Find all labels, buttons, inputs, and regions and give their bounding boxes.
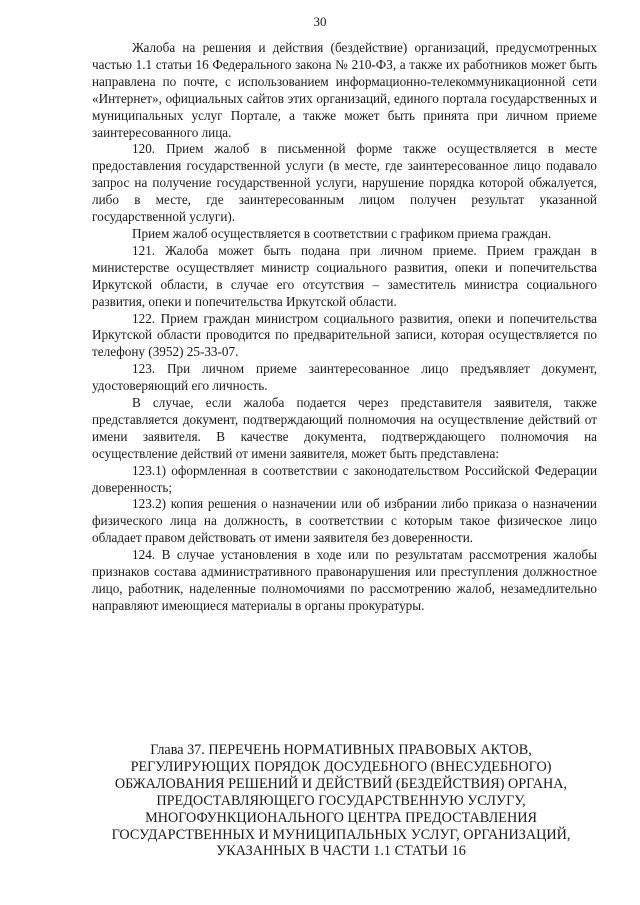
paragraph-123-1: 123.1) оформленная в соответствии с законодательством Российской Федерации доверенность; xyxy=(92,462,597,495)
document-body xyxy=(92,40,597,615)
chapter-heading-line: ПРЕДОСТАВЛЯЮЩЕГО ГОСУДАРСТВЕННУЮ УСЛУГУ, xyxy=(156,792,526,809)
chapter-heading-line: МНОГОФУНКЦИОНАЛЬНОГО ЦЕНТРА ПРЕДОСТАВЛЕНИЯ xyxy=(145,809,537,826)
page-number: 30 xyxy=(313,14,327,29)
paragraph-representative: В случае, если жалоба подается через представителя заявителя, также представляется документ, подтверждающий полномочия на осуществление действий от имени заявителя. В качестве документа, подтверждающего полномочия на осуществление действий от имени заявителя, может быть представлена: xyxy=(92,395,597,461)
paragraph-120: 120. Прием жалоб в письменной форме также осуществляется в месте предоставления государственной услуги (в месте, где заинтересованное лицо подавало запрос на получение государственной услуги, нарушение порядка которой обжалуется, либо в месте, где заинтересованным лицом получен результат указанной государственной услуги). xyxy=(92,141,597,225)
chapter-heading-line: ОБЖАЛОВАНИЯ РЕШЕНИЙ И ДЕЙСТВИЙ (БЕЗДЕЙСТВИЯ) ОРГАНА, xyxy=(114,775,568,792)
paragraph-123-2: 123.2) копия решения о назначении или об избрании либо приказа о назначении физического лица на должность, в соответствии с которым такое физическое лицо обладает правом действовать от имени заявителя без доверенности. xyxy=(92,496,597,546)
paragraph-complaint-channels: Жалоба на решения и действия (бездействие) организаций, предусмотренных частью 1.1 статьи 16 Федерального закона № 210-ФЗ, а также их работников может быть направлена по почте, с использованием информационно-телекоммуникационной сети «Интернет», официальных сайтов этих организаций, единого портала государственных и муниципальных услуг Портале, а также может быть принята при личном приеме заинтересованного лица. xyxy=(92,40,597,140)
chapter-heading-line: УКАЗАННЫХ В ЧАСТИ 1.1 СТАТЬИ 16 xyxy=(216,843,466,860)
paragraph-121: 121. Жалоба может быть подана при личном приеме. Прием граждан в министерстве осуществляет министр социального развития, опеки и попечительства Иркутской области, в случае его отсутствия – заместитель министра социального развития, опеки и попечительства Иркутской области. xyxy=(92,242,597,309)
paragraph-123: 123. При личном приеме заинтересованное лицо предъявляет документ, удостоверяющий его личность. xyxy=(92,361,597,394)
paragraph-122: 122. Прием граждан министром социального развития, опеки и попечительства Иркутской области проводится по предварительной записи, которая осуществляется по телефону (3952) 25-33-07. xyxy=(92,310,597,360)
paragraph-124: 124. В случае установления в ходе или по результатам рассмотрения жалобы признаков состава административного правонарушения или преступления должностное лицо, работник, наделенные полномочиями по рассмотрению жалоб, незамедлительно направляют имеющиеся материалы в органы прокуратуры. xyxy=(92,547,597,613)
chapter-heading-line: РЕГУЛИРУЮЩИХ ПОРЯДОК ДОСУДЕБНОГО (ВНЕСУДЕБНОГО) xyxy=(130,758,552,775)
chapter-heading-line: ГОСУДАРСТВЕННЫХ И МУНИЦИПАЛЬНЫХ УСЛУГ, ОРГАНИЗАЦИЙ, xyxy=(111,826,571,843)
chapter-heading-line: Глава 37. ПЕРЕЧЕНЬ НОРМАТИВНЫХ ПРАВОВЫХ АКТОВ, xyxy=(150,742,532,758)
paragraph-reception-schedule: Прием жалоб осуществляется в соответствии с графиком приема граждан. xyxy=(132,225,552,241)
chapter-heading xyxy=(86,742,596,860)
